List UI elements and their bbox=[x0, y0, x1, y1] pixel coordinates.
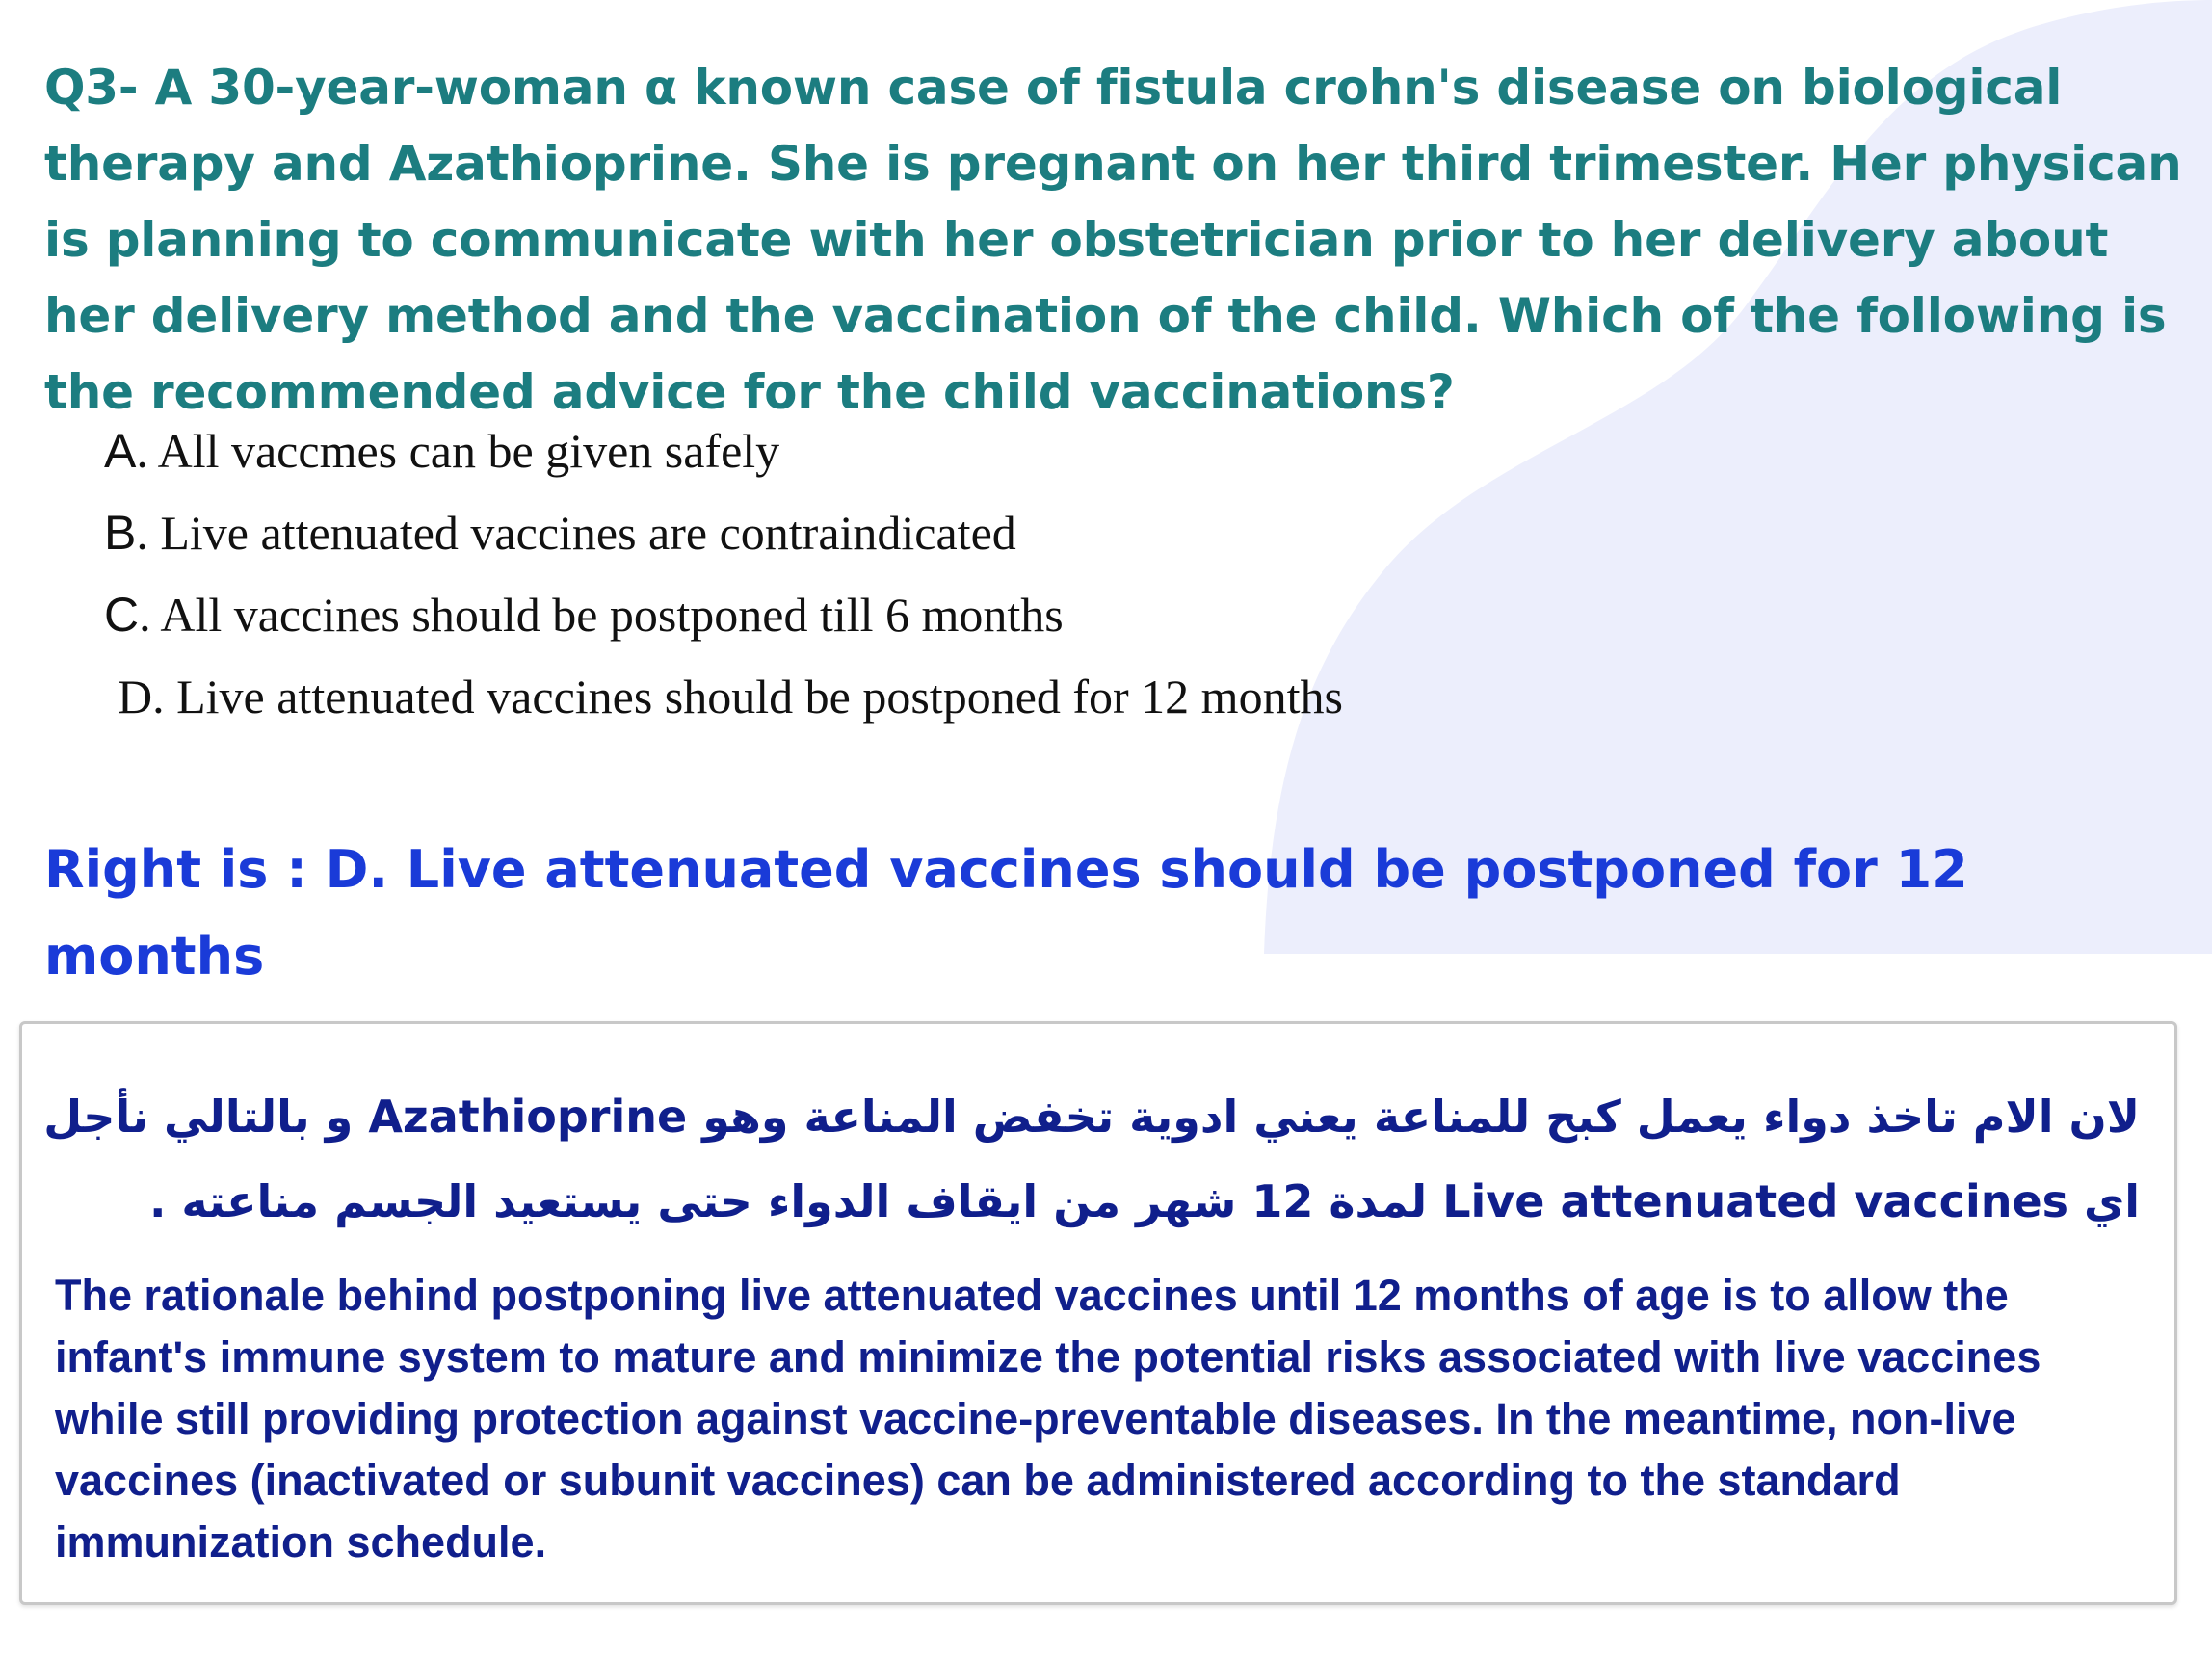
option-letter: B bbox=[104, 506, 137, 560]
option-text: . Live attenuated vaccines are contraindicated bbox=[136, 506, 1016, 560]
option-letter: D bbox=[118, 670, 153, 724]
option-letter: C bbox=[104, 588, 140, 642]
option-c[interactable] bbox=[104, 586, 1343, 668]
option-text: . Live attenuated vaccines should be postponed for 12 months bbox=[152, 670, 1343, 724]
option-b[interactable] bbox=[104, 504, 1343, 586]
option-text: . All vaccines should be postponed till 6 months bbox=[139, 588, 1064, 642]
answer-options-list bbox=[104, 422, 1343, 750]
english-rationale: The rationale behind postponing live attenuated vaccines until 12 months of age is to allow the infant's immune system to mature and minimize the potential risks associated with live vaccines while still providing protection against vaccine-preventable diseases. In the meantime, non-live vaccines (inactivated or subunit vaccines) can be administered according to the standard immunization schedule. bbox=[55, 1271, 2041, 1567]
option-text: . All vaccmes can be given safely bbox=[136, 424, 780, 478]
question-text: Q3- A 30-year-woman α known case of fistula crohn's disease on biological therapy and Azathioprine. She is pregnant on her third trimester. Her physican is planning to communicate with her obstetrician prior to her delivery about her delivery method and the vaccination of the child. Which of the following is the recommended advice for the child vaccinations? bbox=[44, 60, 2182, 420]
option-a[interactable] bbox=[104, 422, 1343, 504]
correct-answer: Right is : D. Live attenuated vaccines should be postponed for 12 months bbox=[44, 839, 1968, 987]
explanation-box bbox=[19, 1021, 2177, 1605]
arabic-explanation: لان الام تاخذ دواء يعمل كبح للمناعة يعني ادوية تخفض المناعة وهو Azathioprine و بالتالي نأجل اي Live attenuated vaccines لمدة 12 شهر من ايقاف الدواء حتى يستعيد الجسم مناعته . bbox=[43, 1091, 2140, 1227]
option-letter: A bbox=[104, 424, 137, 478]
option-d[interactable] bbox=[104, 668, 1343, 750]
